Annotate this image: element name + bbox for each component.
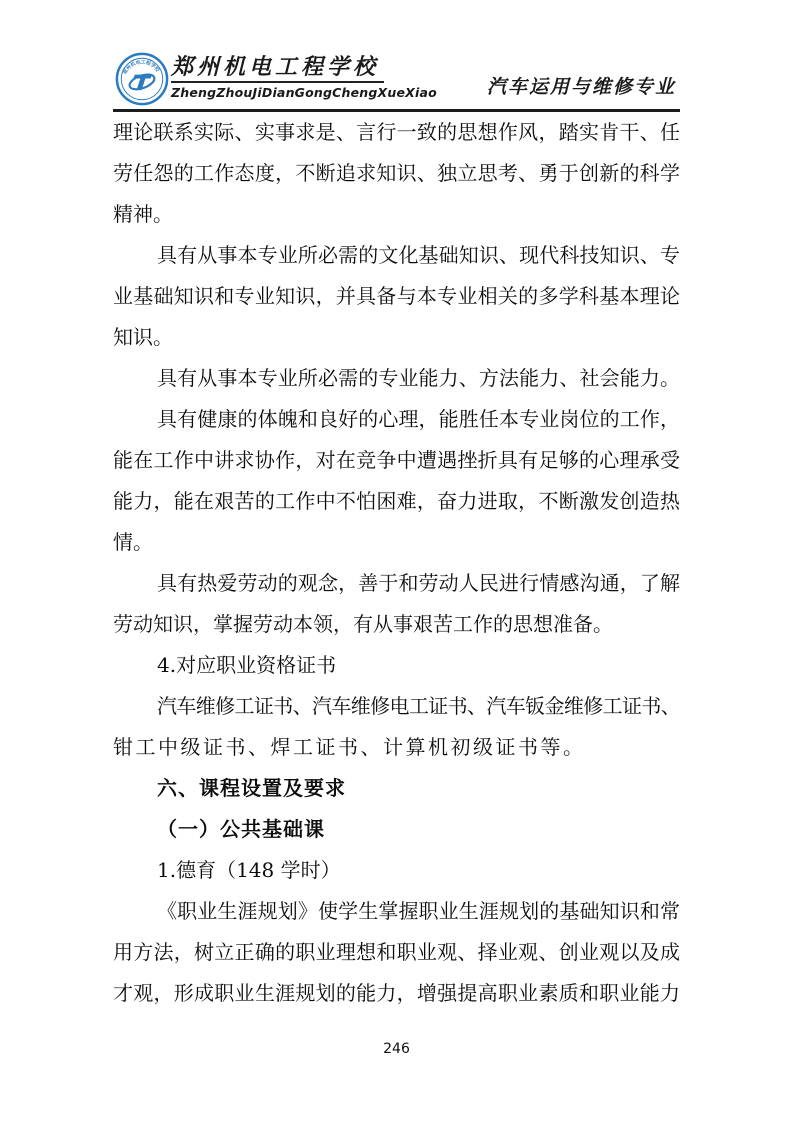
school-name: 郑州机电工程学校	[171, 54, 380, 80]
text-line: 理论联系实际、实事求是、言行一致的思想作风，踏实肯干、任	[113, 120, 680, 144]
text-line: 情。	[113, 530, 153, 554]
svg-text:郑州机电工程学校: 郑州机电工程学校	[122, 59, 161, 76]
text-line: 汽车维修工证书、汽车维修电工证书、汽车钣金维修工证书、	[157, 694, 680, 718]
text-line: 精神。	[113, 202, 173, 226]
text-line: 具有健康的体魄和良好的心理，能胜任本专业岗位的工作，	[157, 407, 680, 431]
text-line: 能力，能在艰苦的工作中不怕困难，奋力进取，不断激发创造热	[113, 489, 680, 513]
text-line: 具有从事本专业所必需的专业能力、方法能力、社会能力。	[157, 366, 680, 390]
text-line: 《职业生涯规划》使学生掌握职业生涯规划的基础知识和常	[157, 899, 680, 923]
text-line: 才观，形成职业生涯规划的能力，增强提高职业素质和职业能力	[113, 981, 680, 1005]
school-name-underline	[171, 81, 384, 83]
text-line: 劳动知识，掌握劳动本领，有从事艰苦工作的思想准备。	[113, 612, 613, 636]
school-pinyin: ZhengZhouJiDianGongChengXueXiao	[171, 85, 437, 100]
school-logo-icon	[115, 52, 169, 106]
text-line: 具有从事本专业所必需的文化基础知识、现代科技知识、专	[157, 243, 680, 267]
page-footer	[0, 1038, 793, 1057]
text-line: 用方法，树立正确的职业理想和职业观、择业观、创业观以及成	[113, 940, 680, 964]
text-line: 钳工中级证书、焊工证书、计算机初级证书等。	[113, 735, 586, 759]
page-number: 246	[383, 1041, 410, 1057]
text-line: 具有热爱劳动的观念，善于和劳动人民进行情感沟通，了解	[157, 571, 680, 595]
text-line: 知识。	[113, 325, 173, 349]
text-line: 六、课程设置及要求	[157, 776, 346, 800]
text-line: 1.德育（148 学时）	[157, 858, 341, 882]
page-header	[113, 52, 680, 110]
text-line: 劳任怨的工作态度，不断追求知识、独立思考、勇于创新的科学	[113, 161, 680, 185]
document-body	[113, 112, 680, 1014]
text-line: （一）公共基础课	[157, 817, 325, 841]
text-line: 能在工作中讲求协作，对在竞争中遭遇挫折具有足够的心理承受	[113, 448, 680, 472]
school-name-block	[171, 54, 437, 100]
text-line: 业基础知识和专业知识，并具备与本专业相关的多学科基本理论	[113, 284, 680, 308]
text-line: 4.对应职业资格证书	[157, 653, 337, 677]
program-title: 汽车运用与维修专业	[486, 76, 676, 98]
